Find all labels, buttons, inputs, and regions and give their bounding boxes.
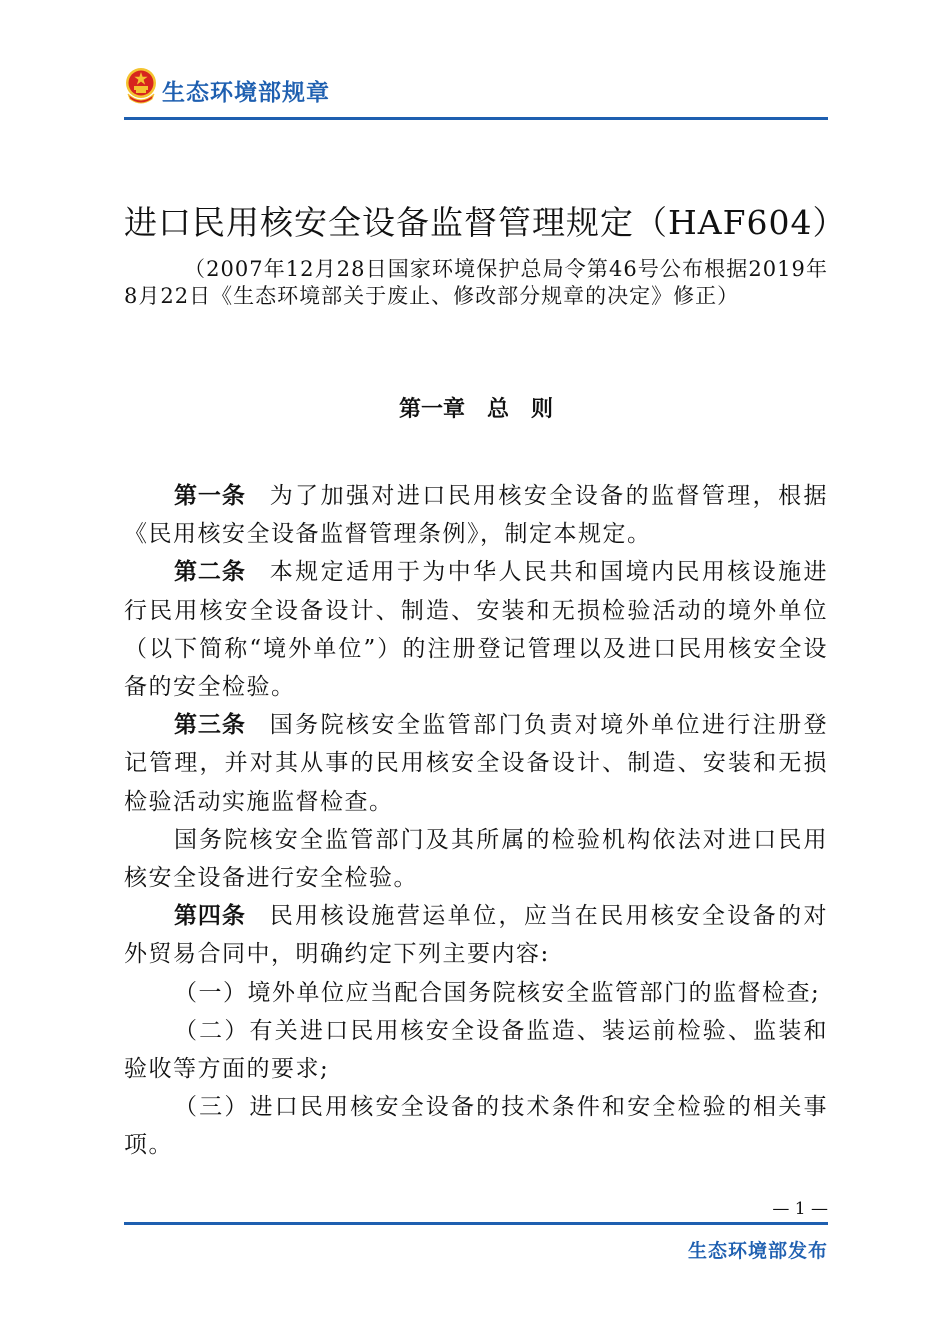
article-text: （三）进口民用核安全设备的技术条件和安全检验的相关事项。 bbox=[124, 1094, 828, 1159]
article-label: 第一条 bbox=[174, 483, 246, 509]
article-text: 国务院核安全监管部门及其所属的检验机构依法对进口民用核安全设备进行安全检验。 bbox=[124, 826, 828, 892]
page-header bbox=[124, 66, 828, 122]
footer-rule bbox=[124, 1222, 828, 1225]
article-text: 为了加强对进口民用核安全设备的监督管理，根据《民用核安全设备监督管理条例》，制定本规定。 bbox=[124, 483, 828, 548]
article-text: （二）有关进口民用核安全设备监造、装运前检验、监装和验收等方面的要求; bbox=[124, 1017, 828, 1083]
article-1 bbox=[124, 477, 828, 553]
national-emblem-icon bbox=[124, 66, 158, 104]
header-rule bbox=[124, 117, 828, 120]
article-label: 第三条 bbox=[174, 712, 246, 739]
article-label: 第四条 bbox=[174, 903, 246, 930]
article-4-item-2 bbox=[124, 1012, 828, 1088]
article-text: 民用核设施营运单位，应当在民用核安全设备的对外贸易合同中，明确约定下列主要内容: bbox=[124, 903, 828, 968]
article-text: 本规定适用于为中华人民共和国境内民用核设施进行民用核安全设备设计、制造、安装和无损检验活动的境外单位（以下简称“境外单位”）的注册登记管理以及进口民用核安全设备的安全检验。 bbox=[124, 559, 828, 701]
article-label: 第二条 bbox=[174, 559, 246, 586]
page-number: — 1 — bbox=[772, 1199, 828, 1219]
chapter-heading: 第一章 总 则 bbox=[398, 397, 553, 422]
amendment-note: （2007年12月28日国家环境保护总局令第46号公布根据2019年8月22日《生态环境部关于废止、修改部分规章的决定》修正） bbox=[124, 257, 828, 308]
article-2 bbox=[124, 553, 828, 706]
article-3 bbox=[124, 706, 828, 821]
document-title: 进口民用核安全设备监督管理规定（HAF604） bbox=[124, 203, 847, 242]
article-3-paragraph bbox=[124, 821, 828, 897]
article-text: 国务院核安全监管部门负责对境外单位进行注册登记管理，并对其从事的民用核安全设备设计、制造、安装和无损检验活动实施监督检查。 bbox=[124, 712, 828, 815]
article-4-item-1 bbox=[124, 974, 828, 1012]
header-title: 生态环境部规章 bbox=[162, 80, 330, 106]
article-4 bbox=[124, 897, 828, 973]
article-text: （一）境外单位应当配合国务院核安全监管部门的监督检查; bbox=[174, 979, 821, 1006]
document-body bbox=[124, 477, 828, 1165]
footer-publisher: 生态环境部发布 bbox=[687, 1240, 828, 1262]
article-4-item-3 bbox=[124, 1088, 828, 1164]
